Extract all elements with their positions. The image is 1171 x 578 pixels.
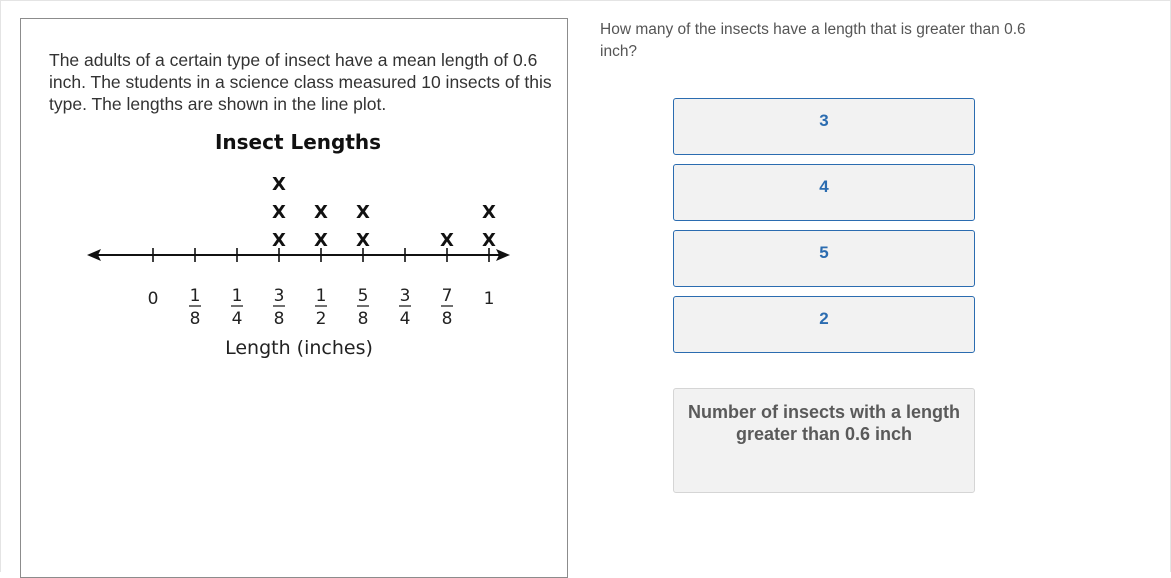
drop-zone-label: Number of insects with a length greater than 0.6 inch bbox=[687, 402, 961, 444]
tick-label-numerator: 3 bbox=[399, 286, 411, 306]
plot-title: Insect Lengths bbox=[214, 130, 382, 154]
x-mark: X bbox=[272, 230, 286, 251]
answer-drop-zone[interactable] bbox=[673, 388, 975, 493]
choice-label: 2 bbox=[819, 309, 829, 328]
tick-label-denominator: 4 bbox=[231, 309, 243, 329]
question-text: How many of the insects have a length that is greater than 0.6 inch? bbox=[600, 21, 1026, 60]
choice-2[interactable] bbox=[673, 296, 975, 353]
tick-label-denominator: 8 bbox=[189, 309, 201, 329]
tick-label-numerator: 5 bbox=[357, 286, 369, 306]
tick-label-numerator: 1 bbox=[189, 286, 201, 306]
choice-5[interactable] bbox=[673, 230, 975, 287]
x-mark: X bbox=[482, 202, 496, 223]
tick-label: 0 bbox=[147, 289, 159, 309]
tick-label-numerator: 1 bbox=[231, 286, 243, 306]
passage-panel bbox=[20, 18, 568, 578]
choice-label: 3 bbox=[819, 111, 829, 130]
tick-label-denominator: 2 bbox=[315, 309, 327, 329]
tick-label-denominator: 8 bbox=[273, 309, 285, 329]
choice-label: 4 bbox=[819, 177, 829, 196]
x-mark: X bbox=[314, 230, 328, 251]
tick-label-numerator: 3 bbox=[273, 286, 285, 306]
ticks-layer bbox=[148, 248, 495, 329]
choice-3[interactable] bbox=[673, 98, 975, 155]
x-mark: X bbox=[356, 202, 370, 223]
tick-label-numerator: 1 bbox=[315, 286, 327, 306]
tick-label-denominator: 8 bbox=[441, 309, 453, 329]
choice-label: 5 bbox=[819, 243, 829, 262]
tick-label-denominator: 4 bbox=[399, 309, 411, 329]
tick-label-numerator: 7 bbox=[441, 286, 453, 306]
x-mark: X bbox=[314, 202, 328, 223]
passage-text: The adults of a certain type of insect have a mean length of 0.6 inch. The students in a science class measured 10 insects of this type. The lengths are shown in the line plot. bbox=[49, 50, 552, 114]
x-mark: X bbox=[356, 230, 370, 251]
x-mark: X bbox=[440, 230, 454, 251]
line-plot bbox=[81, 127, 521, 367]
choice-4[interactable] bbox=[673, 164, 975, 221]
marks-layer bbox=[272, 174, 496, 251]
x-mark: X bbox=[272, 202, 286, 223]
x-axis-label: Length (inches) bbox=[225, 337, 373, 359]
tick-label: 1 bbox=[483, 289, 495, 309]
x-mark: X bbox=[482, 230, 496, 251]
tick-label-denominator: 8 bbox=[357, 309, 369, 329]
x-mark: X bbox=[272, 174, 286, 195]
